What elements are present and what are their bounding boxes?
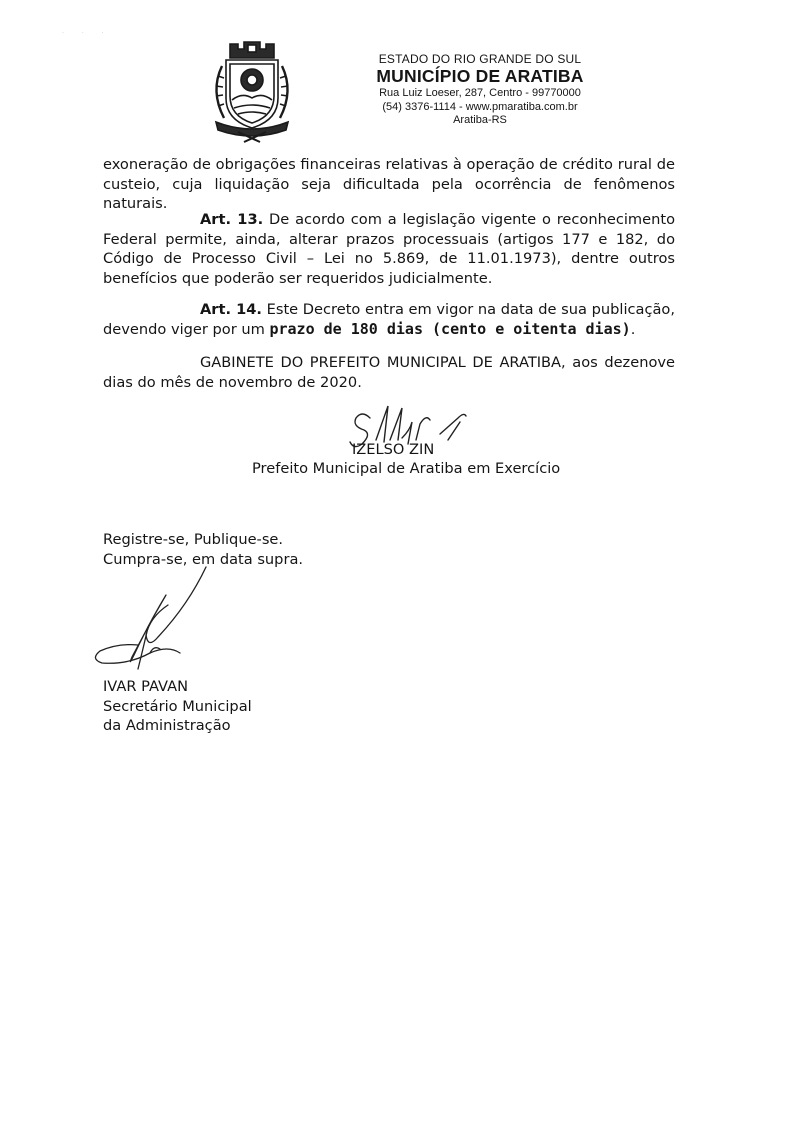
secretary-role-line-1: Secretário Municipal <box>103 697 252 715</box>
closing-paragraph: GABINETE DO PREFEITO MUNICIPAL DE ARATIBA, aos dezenove dias do mês de novembro de 2020. <box>103 354 675 391</box>
continuation-paragraph: exoneração de obrigações financeiras relativas à operação de crédito rural de custeio, cuja liquidação seja dificultada pela ocorrência de fenômenos naturais. <box>103 156 675 212</box>
contact-info: (54) 3376-1114 - www.pmaratiba.com.br <box>382 100 578 113</box>
article-14-label: Art. 14. <box>200 301 262 318</box>
secretary-block <box>103 677 252 736</box>
city: Aratiba-RS <box>453 114 507 126</box>
registration-line-2: Cumpra-se, em data supra. <box>103 550 304 568</box>
mayor-name: IZELSO ZIN <box>352 441 435 458</box>
article-14-paragraph <box>103 300 675 339</box>
article-14-text: Este Decreto entra em vigor na data de sua publicação, devendo viger por um <box>103 301 675 338</box>
secretary-role-line-2: da Administração <box>103 717 231 734</box>
address: Rua Luiz Loeser, 287, Centro - 99770000 <box>379 87 581 99</box>
article-13-text: De acordo com a legislação vigente o reconhecimento Federal permite, ainda, alterar prazos processuais (artigos 177 e 182, do Código de Processo Civil – Lei no 5.869, de 11.01.1973), dentre outros benefícios que poderão ser requeridos judicialmente. <box>103 211 676 287</box>
municipality-name: MUNICÍPIO DE ARATIBA <box>376 66 584 86</box>
scan-artifact: · · · <box>62 30 112 37</box>
registration-line-1: Registre-se, Publique-se. <box>103 531 284 548</box>
article-13-label: Art. 13. <box>200 211 264 228</box>
municipal-coat-of-arms-icon <box>202 36 302 144</box>
state-name: ESTADO DO RIO GRANDE DO SUL <box>378 52 582 66</box>
registration-note <box>103 530 303 569</box>
article-14-end: . <box>630 320 636 338</box>
article-13-paragraph <box>103 210 675 288</box>
secretary-name: IVAR PAVAN <box>103 678 188 695</box>
secretary-signature-icon <box>88 565 218 680</box>
letterhead <box>370 52 590 128</box>
mayor-role: Prefeito Municipal de Aratiba em Exercício <box>252 460 561 477</box>
article-14-emphasis: prazo de 180 dias (cento e oitenta dias) <box>269 319 631 338</box>
